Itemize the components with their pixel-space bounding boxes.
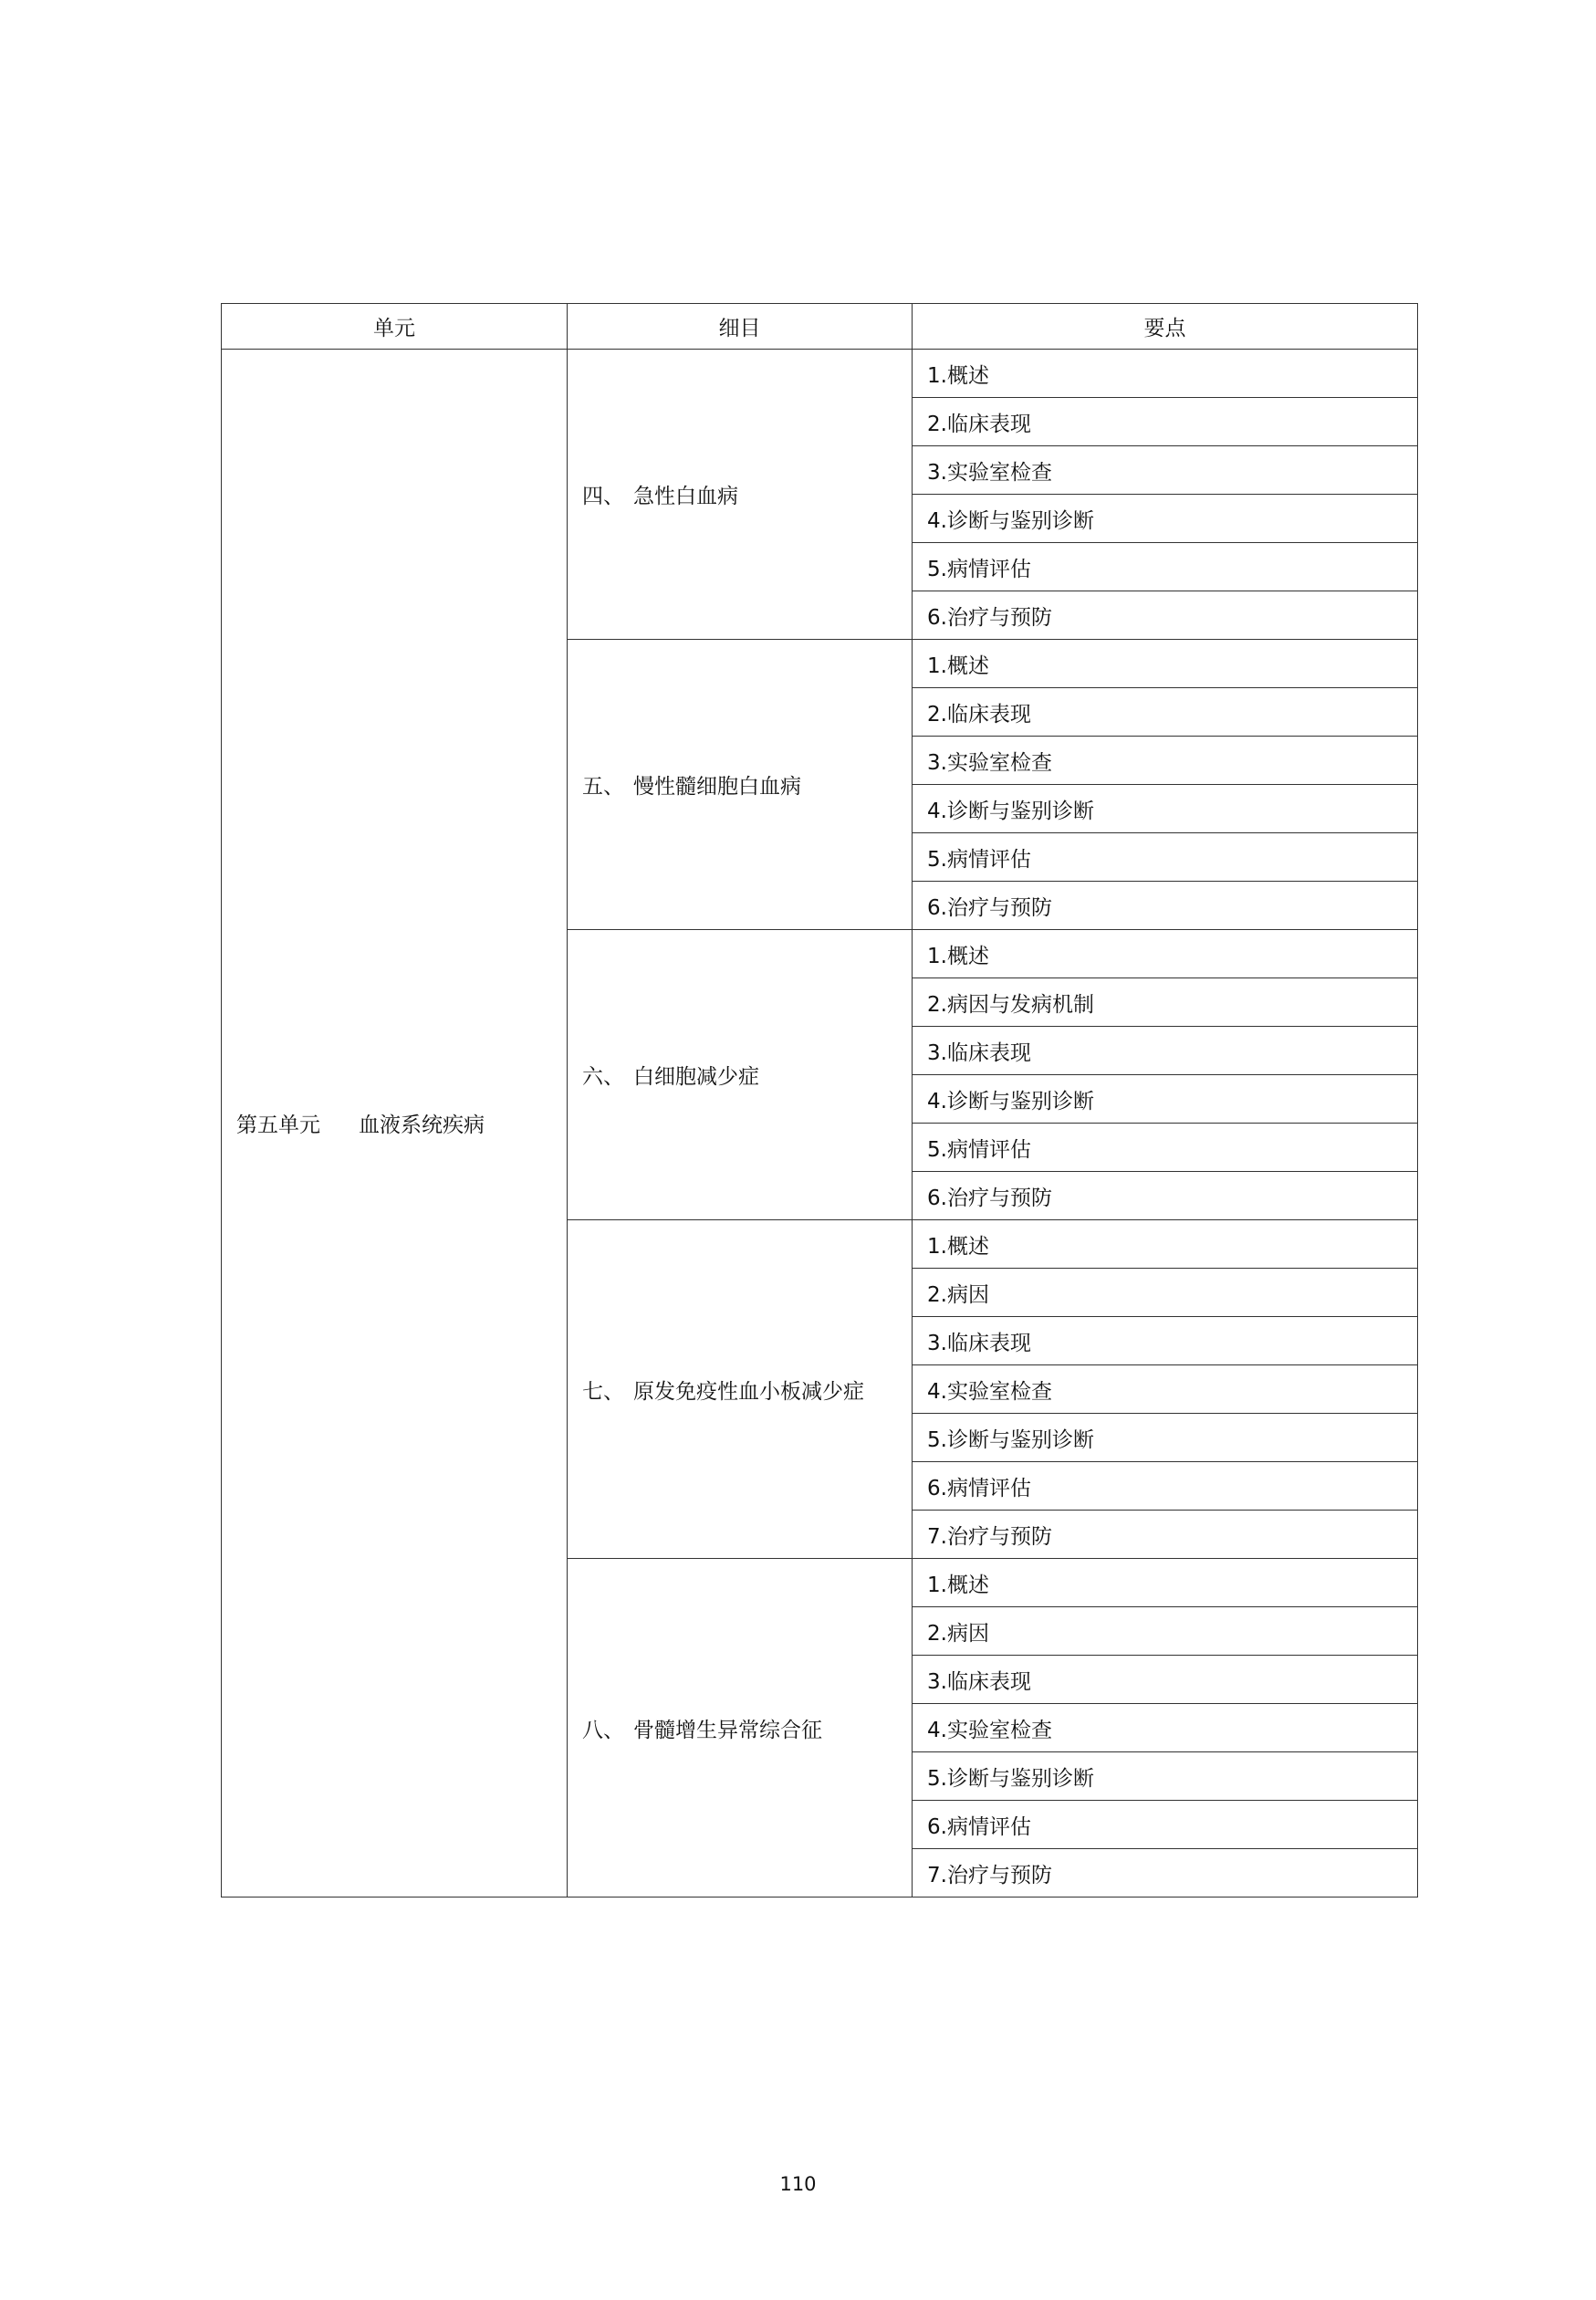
point-cell: 2.病因与发病机制 — [913, 978, 1418, 1027]
point-cell: 6.治疗与预防 — [913, 591, 1418, 640]
point-cell: 5.病情评估 — [913, 543, 1418, 591]
item-number: 八、 — [582, 1718, 624, 1742]
point-cell: 6.治疗与预防 — [913, 1172, 1418, 1220]
item-cell — [568, 1220, 913, 1559]
point-cell: 3.实验室检查 — [913, 737, 1418, 785]
page-number: 110 — [779, 2173, 817, 2195]
unit-cell — [222, 350, 568, 1898]
item-number: 四、 — [582, 485, 624, 508]
point-cell: 7.治疗与预防 — [913, 1511, 1418, 1559]
point-cell: 6.病情评估 — [913, 1801, 1418, 1849]
item-number: 七、 — [582, 1379, 624, 1404]
point-cell: 4.诊断与鉴别诊断 — [913, 1075, 1418, 1124]
header-point: 要点 — [913, 304, 1418, 350]
item-number: 六、 — [582, 1065, 624, 1089]
item-cell — [568, 1559, 913, 1898]
point-cell: 3.实验室检查 — [913, 446, 1418, 495]
point-cell: 1.概述 — [913, 1220, 1418, 1269]
point-cell: 5.病情评估 — [913, 1124, 1418, 1172]
point-cell: 5.诊断与鉴别诊断 — [913, 1752, 1418, 1801]
point-cell: 1.概述 — [913, 1559, 1418, 1607]
point-cell: 7.治疗与预防 — [913, 1849, 1418, 1898]
item-title: 白细胞减少症 — [633, 1065, 759, 1089]
point-cell: 1.概述 — [913, 640, 1418, 688]
table-header-row — [222, 304, 1418, 350]
table-row — [222, 350, 1418, 398]
syllabus-table — [221, 303, 1418, 1898]
point-cell: 4.诊断与鉴别诊断 — [913, 495, 1418, 543]
point-cell: 3.临床表现 — [913, 1656, 1418, 1704]
unit-title: 血液系统疾病 — [359, 1113, 485, 1137]
header-unit: 单元 — [222, 304, 568, 350]
point-cell: 6.病情评估 — [913, 1462, 1418, 1511]
item-title: 慢性髓细胞白血病 — [633, 775, 801, 799]
item-cell — [568, 930, 913, 1220]
point-cell: 1.概述 — [913, 350, 1418, 398]
point-cell: 3.临床表现 — [913, 1027, 1418, 1075]
point-cell: 6.治疗与预防 — [913, 882, 1418, 930]
item-number: 五、 — [582, 775, 624, 799]
point-cell: 2.病因 — [913, 1269, 1418, 1317]
point-cell: 1.概述 — [913, 930, 1418, 978]
unit-number: 第五单元 — [236, 1113, 320, 1137]
item-cell — [568, 640, 913, 930]
point-cell: 3.临床表现 — [913, 1317, 1418, 1365]
point-cell: 4.实验室检查 — [913, 1704, 1418, 1752]
point-cell: 2.临床表现 — [913, 398, 1418, 446]
item-title: 急性白血病 — [633, 485, 738, 508]
point-cell: 2.病因 — [913, 1607, 1418, 1656]
header-item: 细目 — [568, 304, 913, 350]
table-body — [222, 350, 1418, 1898]
point-cell: 5.病情评估 — [913, 833, 1418, 882]
point-cell: 5.诊断与鉴别诊断 — [913, 1414, 1418, 1462]
point-cell: 4.实验室检查 — [913, 1365, 1418, 1414]
item-title: 原发免疫性血小板减少症 — [633, 1379, 864, 1404]
item-cell — [568, 350, 913, 640]
item-title: 骨髓增生异常综合征 — [633, 1718, 822, 1742]
point-cell: 4.诊断与鉴别诊断 — [913, 785, 1418, 833]
point-cell: 2.临床表现 — [913, 688, 1418, 737]
